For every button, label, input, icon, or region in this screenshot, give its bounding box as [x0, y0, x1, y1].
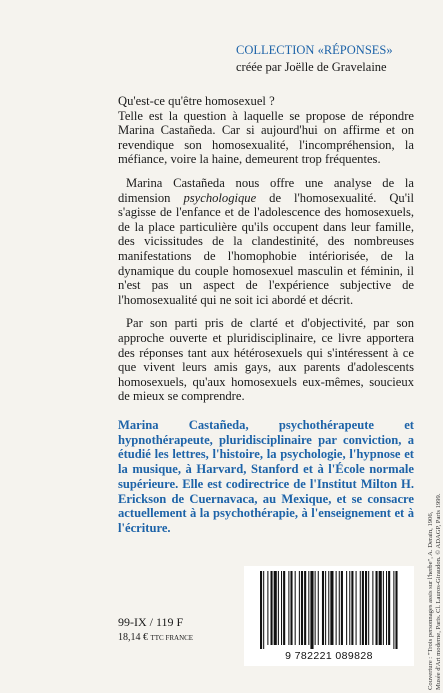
barcode-bar [295, 571, 296, 645]
paragraph-intro: Telle est la question à laquelle se propose de répondre Marina Castañeda. Car si aujourd'hui on affirme et on revendique son homosexualité, l'incompréhension, la méfiance, voire la haine, demeurent trop fréquentes. [118, 108, 414, 167]
paragraph-approach: Par son parti pris de clarté et d'objectivité, par son approche ouverte et pluridisciplinaire, ce livre apportera des réponses tant aux hétérosexuels qui s'intéressent à ce que vivent leurs amis gays, aux parents d'adolescents homosexuels, qu'aux homosexuels eux-mêmes, soucieux de mieux se comprendre. [118, 316, 414, 404]
barcode-bar [330, 571, 333, 645]
barcode-bar [318, 571, 319, 645]
barcode-bar [260, 571, 262, 649]
barcode [244, 566, 414, 666]
barcode-bar [349, 571, 350, 645]
paragraph-analysis-start: Marina Castañeda nous offre une analyse de la dimension [118, 175, 414, 205]
barcode-bar [341, 571, 343, 645]
barcode-bar [351, 571, 353, 645]
barcode-bar [290, 571, 292, 645]
barcode-bar [278, 571, 279, 645]
barcode-bar [325, 571, 326, 645]
cover-credits [427, 450, 443, 690]
barcode-bar [388, 571, 390, 645]
barcode-bar [383, 571, 384, 645]
barcode-bar [263, 571, 264, 649]
barcode-bars [258, 571, 400, 649]
opening-question: Qu'est-ce qu'être homosexuel ? [118, 94, 275, 108]
barcode-bar [395, 571, 397, 649]
barcode-bar [365, 571, 367, 645]
barcode-bar [339, 571, 340, 645]
barcode-bar [310, 571, 313, 649]
barcode-bar [281, 571, 282, 645]
barcode-bar [301, 571, 303, 645]
barcode-bar [386, 571, 387, 645]
barcode-bar [328, 571, 329, 645]
back-cover-text [118, 94, 414, 413]
collection-subtitle: créée par Joëlle de Gravelaine [236, 60, 387, 74]
barcode-bar [274, 571, 277, 645]
barcode-bar [304, 571, 306, 645]
barcode-bar [376, 571, 378, 645]
barcode-bar [393, 571, 394, 649]
price-euro-value: 18,14 € [118, 632, 148, 643]
barcode-bar [360, 571, 361, 645]
barcode-bar [267, 571, 268, 645]
barcode-bar [379, 571, 382, 645]
barcode-bar [288, 571, 289, 645]
collection-block [236, 42, 436, 76]
collection-title: COLLECTION «RÉPONSES» [236, 43, 393, 57]
author-bio: Marina Castañeda, psychothérapeute et hypnothérapeute, pluridisciplinaire par conviction, a étudié les lettres, l'histoire, la psychologie, l'hypnose et la musique, à Harvard, Stanford et à l'École normale supérieure. Elle est codirectrice de l'Institut Milton H. Erickson de Cuernavaca, au Mexique, et se consacre actuellement à la psychothérapie, à l'enseignement et à l'écriture. [118, 418, 414, 535]
barcode-bar [315, 571, 316, 645]
barcode-bar [346, 571, 347, 645]
price-euro [118, 632, 193, 643]
paragraph-analysis [118, 176, 414, 307]
barcode-bar [299, 571, 300, 645]
price-euro-note: TTC FRANCE [150, 634, 194, 642]
credits-line-1: Couverture : "Trois personnages assis sur l'herbe", A. Derain, 1906, [427, 511, 434, 690]
barcode-bar [283, 571, 285, 645]
credits-line-2: Musée d'Art moderne, Paris. Cl. Lauros-Giraudon. © ADAGP, Paris 1999. [435, 493, 442, 690]
barcode-bar [362, 571, 364, 645]
price-code: 99-IX / 119 F [118, 615, 184, 629]
emphasis-psychologique: psychologique [183, 190, 257, 205]
barcode-bar [308, 571, 309, 645]
barcode-bar [368, 571, 369, 645]
barcode-bar [372, 571, 373, 645]
barcode-digits: 9 782221 089828 [285, 650, 373, 662]
barcode-bar [356, 571, 357, 645]
barcode-bar [322, 571, 324, 645]
paragraph-analysis-end: de l'homosexualité. Qu'il s'agisse de l'enfance et de l'adolescence des homosexuels, de la place particulière qu'ils occupent dans leur famille, des vicissitudes de la clandestinité, des nombreuses manifestations de l'homophobie intériorisée, de la dynamique du couple homosexuel masculin et féminin, il n'est pas un aspect de l'expérience subjective de l'homosexualité qui ne soit ici abordé et décrit. [118, 190, 414, 307]
barcode-bar [336, 571, 337, 645]
barcode-bar [271, 571, 273, 645]
